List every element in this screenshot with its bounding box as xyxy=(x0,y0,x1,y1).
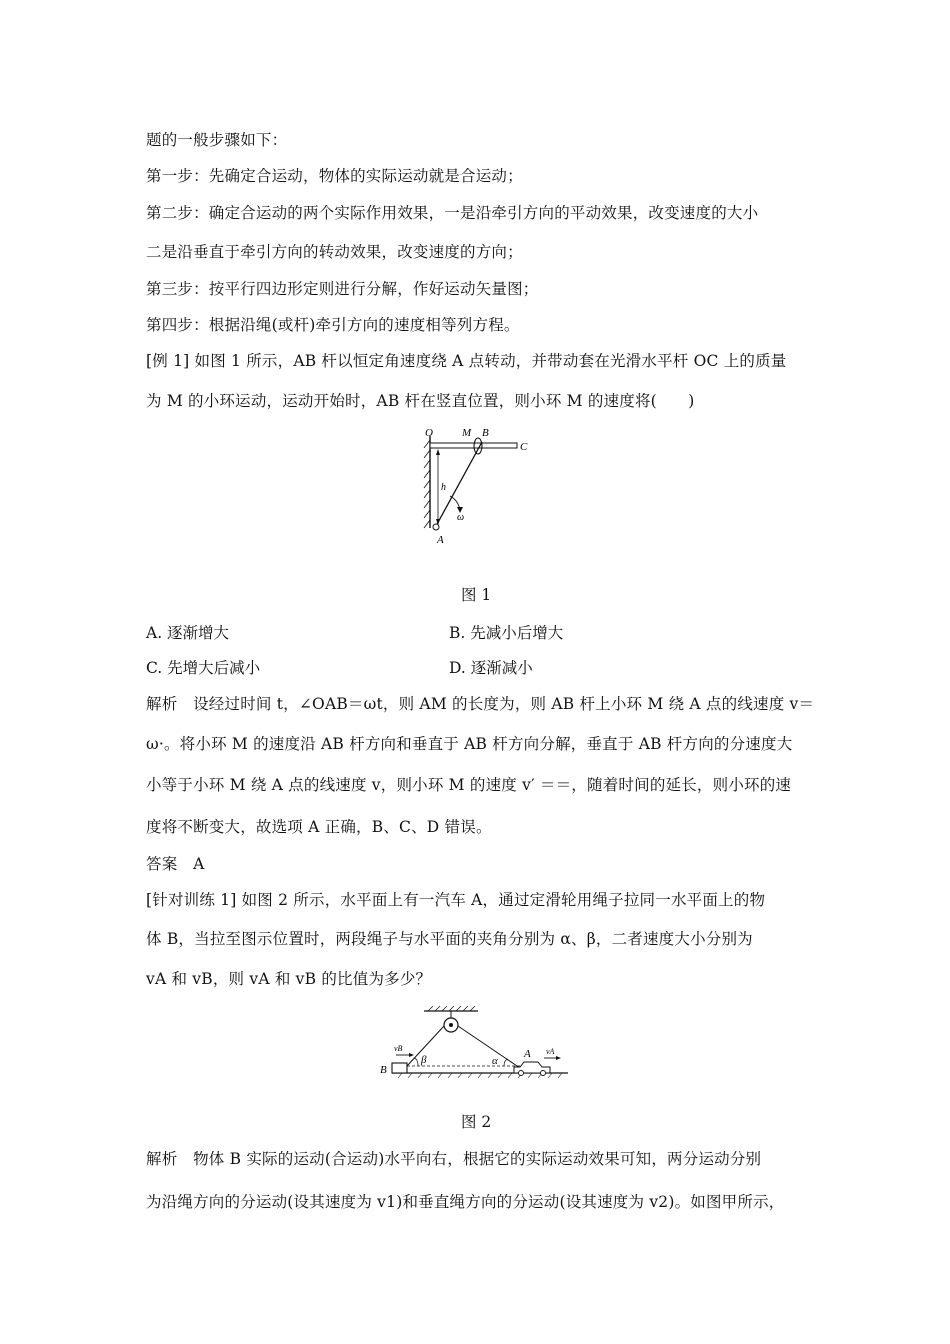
training-1-question-line-2: 体 B，当拉至图示位置时，两段绳子与水平面的夹角分别为 α、β，二者速度大小分别为 xyxy=(146,930,753,948)
figure-2-pulley-car-diagram xyxy=(378,1003,574,1085)
example-1-solution-line-3: 小等于小环 M 绕 A 点的线速度 v，则小环 M 的速度 v′ ＝＝，随着时间的延长，则小环的速 xyxy=(146,776,792,794)
step-3: 第三步：按平行四边形定则进行分解，作好运动矢量图； xyxy=(146,280,539,298)
label-vA: vA xyxy=(546,1047,555,1056)
figure-1-rod-ring-diagram xyxy=(410,418,540,548)
intro-line: 题的一般步骤如下： xyxy=(146,131,288,149)
example-1-solution-line-2: ω·。将小环 M 的速度沿 AB 杆方向和垂直于 AB 杆方向分解，垂直于 AB 杆方向的分速度大 xyxy=(146,735,793,753)
step-1: 第一步：先确定合运动，物体的实际运动就是合运动； xyxy=(146,167,523,185)
option-c: C. 先增大后减小 xyxy=(146,659,261,677)
step-2-line-1: 第二步：确定合运动的两个实际作用效果，一是沿牵引方向的平动效果，改变速度的大小 xyxy=(146,204,759,222)
example-1-question-line-2: 为 M 的小环运动，运动开始时，AB 杆在竖直位置，则小环 M 的速度将( ) xyxy=(146,392,695,410)
option-a: A. 逐渐增大 xyxy=(146,624,230,642)
training-1-solution-line-2: 为沿绳方向的分运动(设其速度为 v1)和垂直绳方向的分运动(设其速度为 v2)。如图甲所示， xyxy=(146,1193,785,1211)
training-1-solution-line-1: 解析 物体 B 实际的运动(合运动)水平向右，根据它的实际运动效果可知，两分运动分别 xyxy=(146,1150,762,1168)
training-1-question-line-3: vA 和 vB，则 vA 和 vB 的比值为多少？ xyxy=(146,970,432,988)
example-1-question-line-1: [例 1] 如图 1 所示，AB 杆以恒定角速度绕 A 点转动，并带动套在光滑水平杆 OC 上的质量 xyxy=(146,352,787,370)
step-4: 第四步：根据沿绳(或杆)牵引方向的速度相等列方程。 xyxy=(146,316,520,334)
label-C: C xyxy=(520,441,528,453)
label-beta: β xyxy=(421,1054,427,1066)
option-d: D. 逐渐减小 xyxy=(449,659,533,677)
label-A: A xyxy=(524,1048,531,1060)
option-b: B. 先减小后增大 xyxy=(449,624,564,642)
label-vB: vB xyxy=(394,1044,403,1053)
step-2-line-2: 二是沿垂直于牵引方向的转动效果，改变速度的方向； xyxy=(146,243,523,261)
label-B: B xyxy=(380,1064,387,1076)
example-1-solution-line-1: 解析 设经过时间 t，∠OAB＝ωt，则 AM 的长度为，则 AB 杆上小环 M 绕 A 点的线速度 v＝ xyxy=(146,695,815,713)
figure-2-caption: 图 2 xyxy=(461,1113,492,1131)
figure-1-caption: 图 1 xyxy=(461,586,492,604)
label-omega: ω xyxy=(457,512,465,523)
example-1-answer: 答案 A xyxy=(146,855,205,873)
label-A: A xyxy=(437,534,444,546)
label-O: O xyxy=(425,427,433,439)
label-alpha: α xyxy=(492,1055,498,1067)
label-B: B xyxy=(482,427,489,439)
label-h: h xyxy=(441,482,446,493)
example-1-solution-line-4: 度将不断变大，故选项 A 正确，B、C、D 错误。 xyxy=(146,818,492,836)
label-M: M xyxy=(462,427,472,439)
training-1-question-line-1: [针对训练 1] 如图 2 所示，水平面上有一汽车 A，通过定滑轮用绳子拉同一水平面上的物 xyxy=(146,891,766,909)
